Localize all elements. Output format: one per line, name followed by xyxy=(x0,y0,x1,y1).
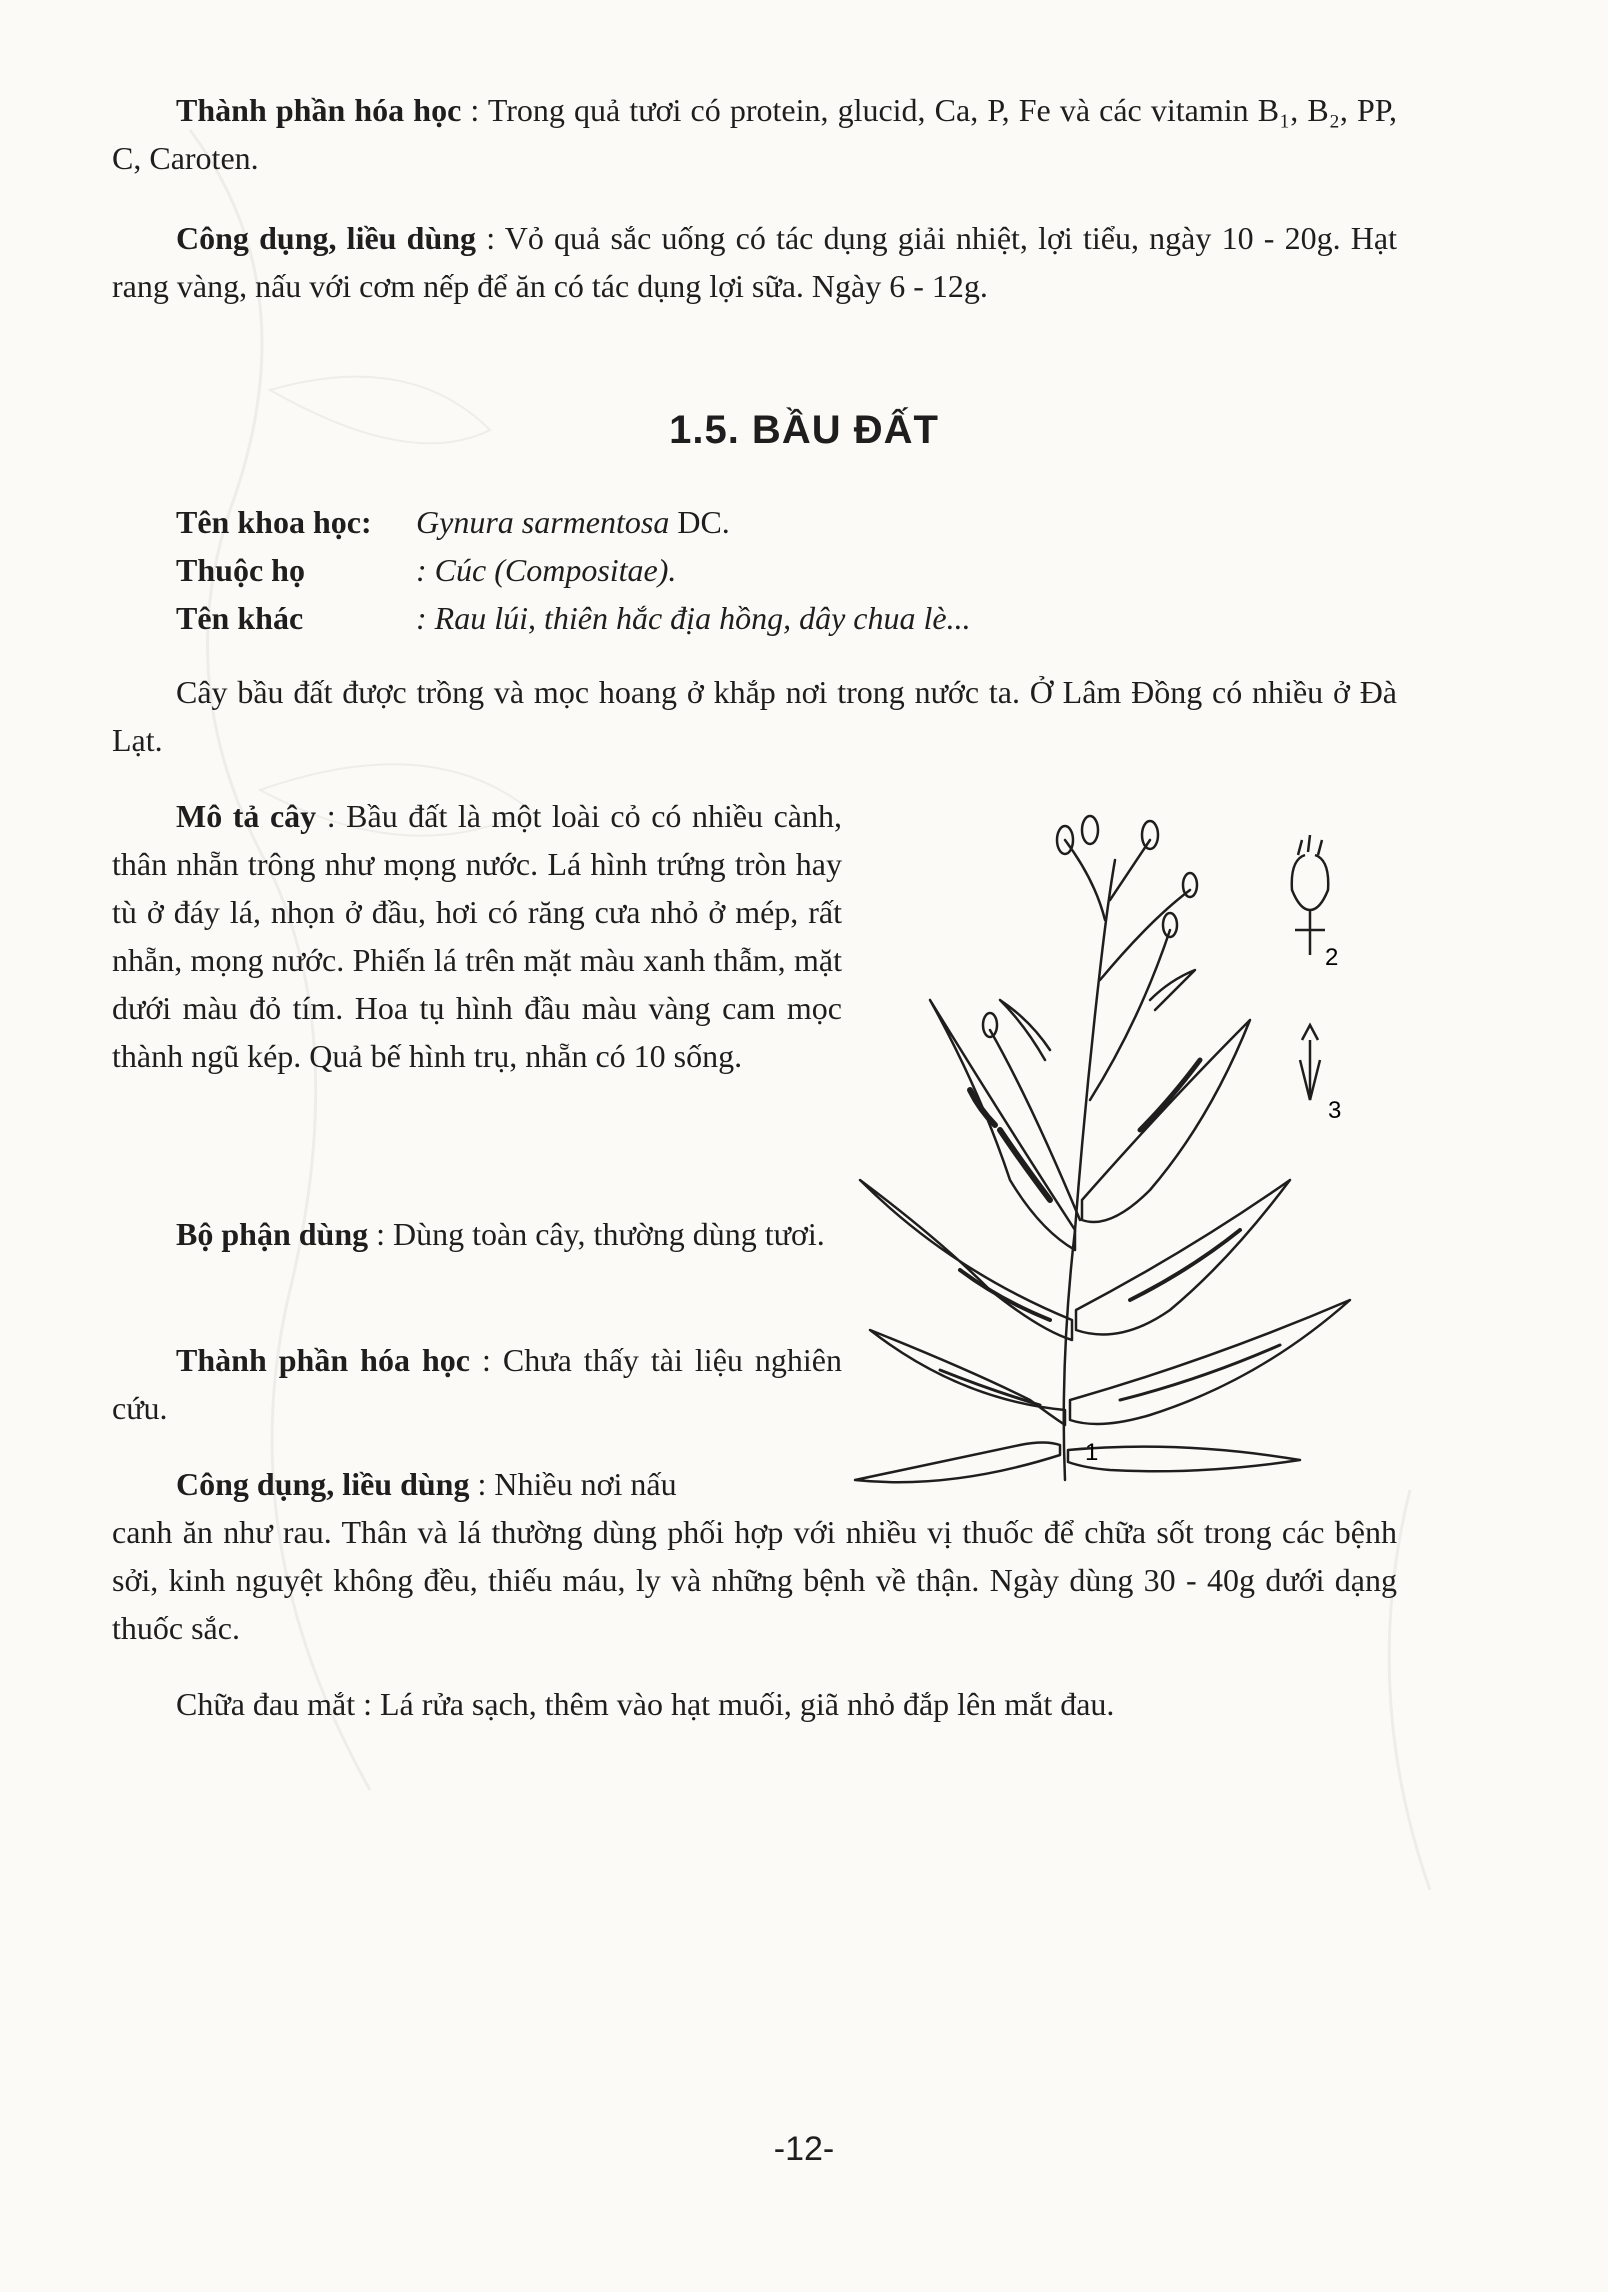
parts-used-paragraph xyxy=(112,1210,842,1258)
family-row xyxy=(176,546,971,594)
section-heading: 1.5. BẦU ĐẤT xyxy=(669,408,939,452)
usage-dosage-text: : Vỏ quả sắc uống có tác dụng giải nhiệt, lợi tiểu, ngày 10 - 20g. Hạt rang vàng, nấu với cơm nếp để ăn có tác dụng lợi sữa. Ngày 6 - 12g. xyxy=(112,220,1398,304)
scientific-name-row xyxy=(176,498,971,546)
usage-dosage-paragraph xyxy=(112,214,1397,310)
achene-detail xyxy=(1300,1025,1320,1100)
figure-label-2: 2 xyxy=(1325,944,1339,971)
gynura-illustration xyxy=(850,800,1410,1520)
usage-dosage-label: Công dụng, liều dùng xyxy=(176,220,477,256)
family-value: : Cúc (Compositae). xyxy=(416,552,677,588)
intro-paragraph: Cây bầu đất được trồng và mọc hoang ở khắp nơi trong nước ta. Ở Lâm Đồng có nhiều ở Đà Lạt. xyxy=(112,674,1397,758)
scientific-name-label: Tên khoa học: xyxy=(176,504,372,540)
scientific-name-value: Gynura sarmentosa xyxy=(416,504,670,540)
plant-description-paragraph xyxy=(112,792,842,1080)
chemical-composition-paragraph xyxy=(112,86,1397,182)
page-number: -12- xyxy=(773,2130,835,2168)
flower-head-detail xyxy=(1292,835,1328,955)
chemistry-paragraph xyxy=(112,1336,842,1432)
figure-label-3: 3 xyxy=(1328,1097,1342,1124)
usage-paragraph-continued: canh ăn như rau. Thân và lá thường dùng phối hợp với nhiều vị thuốc để chữa sốt trong các bệnh sởi, kinh nguyệt không đều, thiếu máu, ly và những bệnh về thận. Ngày dùng 30 - 40g dưới dạng thuốc sắc. xyxy=(112,1514,1397,1646)
other-names-row xyxy=(176,594,971,642)
main-plant-drawing xyxy=(855,816,1350,1482)
usage-label: Công dụng, liều dùng xyxy=(176,1466,470,1502)
other-names-label: Tên khác xyxy=(176,600,304,636)
plant-description-text: : Bầu đất là một loài cỏ có nhiều cành, thân nhẵn trông như mọng nước. Lá hình trứng tròn hay tù ở đáy lá, nhọn ở đầu, hơi có răng cưa nhỏ ở mép, rất nhẵn, mọng nước. Phiến lá trên mặt màu xanh thẫm, mặt dưới màu đỏ tím. Hoa tụ hình đầu màu vàng cam mọc thành ngũ kép. Quả bế hình trụ, nhẵn có 10 sống. xyxy=(112,798,843,1074)
plant-description-label: Mô tả cây xyxy=(176,798,317,834)
chemistry-text: : Chưa thấy tài liệu nghiên cứu. xyxy=(112,1342,842,1426)
other-names-value: : Rau lúi, thiên hắc địa hồng, dây chua lè... xyxy=(416,600,971,636)
usage-paragraph-start xyxy=(112,1460,842,1508)
chemical-composition-label: Thành phần hóa học xyxy=(176,92,462,128)
usage-text-start: : Nhiều nơi nấu xyxy=(469,1466,677,1502)
figure-label-1: 1 xyxy=(1085,1439,1099,1466)
taxonomy-info xyxy=(176,498,971,642)
eye-remedy-paragraph: Chữa đau mắt : Lá rửa sạch, thêm vào hạt muối, giã nhỏ đắp lên mắt đau. xyxy=(176,1686,1115,1722)
chemical-composition-text: : Trong quả tươi có protein, glucid, Ca, P, Fe và các vitamin B₁, B₂, PP, C, Caroten. xyxy=(112,92,1398,176)
parts-used-text: : Dùng toàn cây, thường dùng tươi. xyxy=(368,1216,825,1252)
parts-used-label: Bộ phận dùng xyxy=(176,1216,369,1252)
scientific-name-author: DC. xyxy=(669,504,730,540)
chemistry-label: Thành phần hóa học xyxy=(176,1342,470,1378)
family-label: Thuộc họ xyxy=(176,552,305,588)
